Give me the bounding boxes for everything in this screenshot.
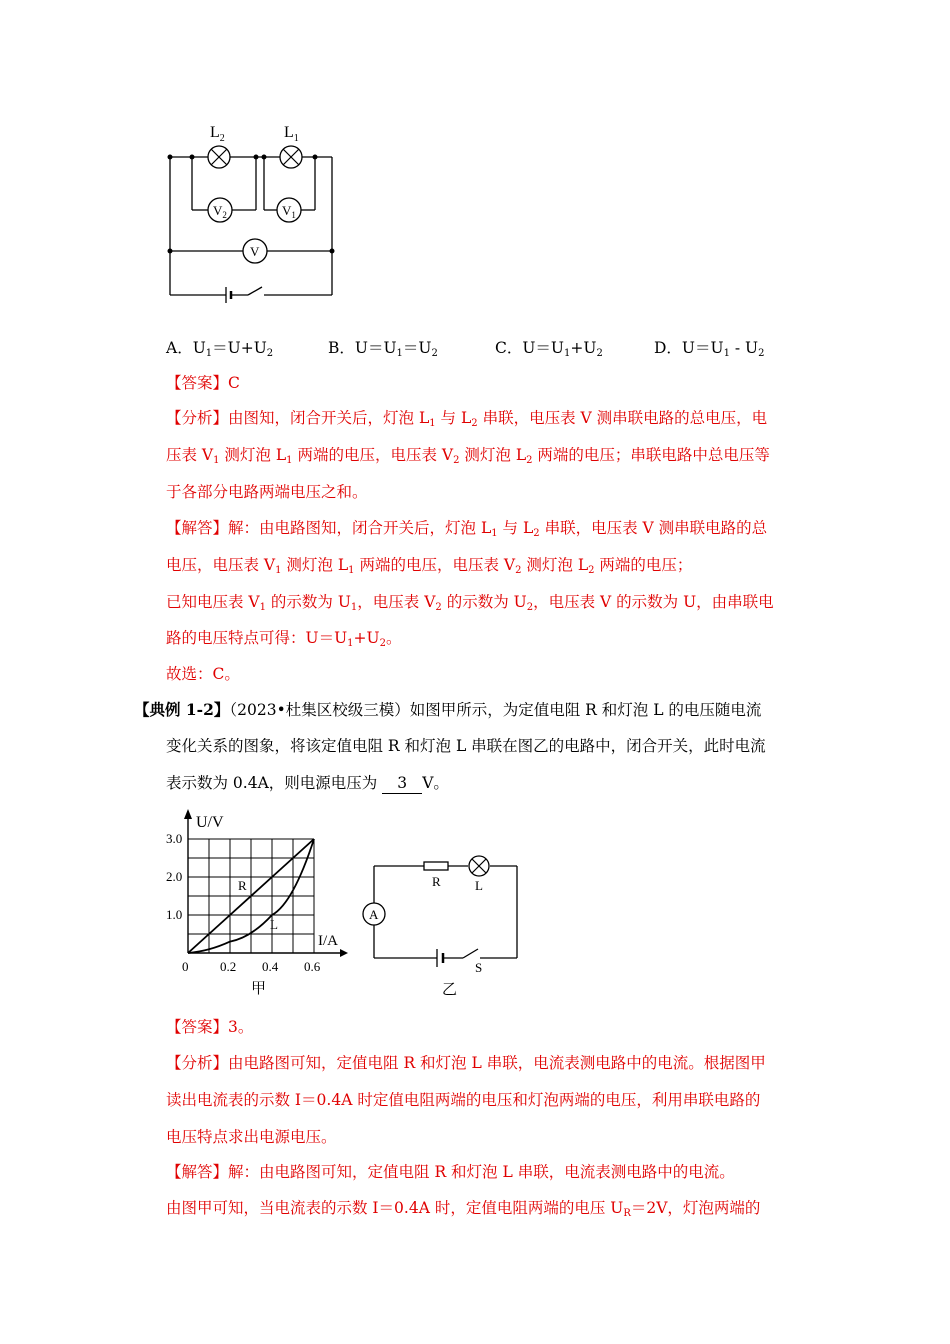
y-tick-label: 3.0 xyxy=(166,831,183,846)
circuit2-label-l: L xyxy=(475,878,483,893)
q2-solution-line1: 【解答】解：由电路图可知，定值电阻 R 和灯泡 L 串联，电流表测电路中的电流。 xyxy=(166,1163,735,1181)
q1-analysis-line3: 于各部分电路两端电压之和。 xyxy=(166,483,368,501)
svg-text:V: V xyxy=(250,244,260,259)
q1-analysis-line2: 压表 $V_1$ 测灯泡 $L_1$ 两端的电压，电压表 $V_2$ 测灯泡 $L_2$ 两端的电压；串联电路中总电压等 xyxy=(166,446,770,466)
u-i-graph xyxy=(160,805,355,1000)
lamp-l-symbol xyxy=(469,856,489,876)
q2-solution-line2: 由图甲可知，当电流表的示数 I＝0.4A 时，定值电阻两端的电压 $U_R=2V$，灯泡两端的 xyxy=(166,1199,761,1219)
option-c: C．$U=U_1+U_2$ xyxy=(495,339,603,359)
x-tick-label: 0.2 xyxy=(220,959,237,974)
lamp-l2-symbol xyxy=(208,146,230,168)
x-tick-label: 0.4 xyxy=(262,959,279,974)
svg-text:A: A xyxy=(369,907,379,922)
q1-choice: 故选：C。 xyxy=(166,665,240,683)
q2-tag: 【典例 1-2】 xyxy=(134,700,230,719)
q1-solution-line2: 电压，电压表 $V_1$ 测灯泡 $L_1$ 两端的电压，电压表 $V_2$ 测灯泡 $L_2$ 两端的电压； xyxy=(166,556,693,576)
graph-caption: 甲 xyxy=(251,981,267,997)
q1-solution-line4: 路的电压特点可得：$U=U_1+U_2$。 xyxy=(166,629,402,649)
circuit2-label-s: S xyxy=(475,960,483,975)
resistor-r xyxy=(424,862,448,870)
svg-text:V2: $V_2$ xyxy=(213,203,227,220)
q2-analysis-line2: 读出电流表的示数 I＝0.4A 时定值电阻两端的电压和灯泡两端的电压，利用串联电路的 xyxy=(166,1091,761,1109)
q2-stem-line1: 【典例 1-2】（2023•杜集区校级三模）如图甲所示，为定值电阻 R 和灯泡 L 的电压随电流 xyxy=(134,700,762,719)
q2-answer: 【答案】3。 xyxy=(166,1018,254,1036)
y-tick-label: 1.0 xyxy=(166,907,183,922)
graph-label-r: R xyxy=(238,878,247,893)
graph-label-l: L xyxy=(270,917,278,932)
q1-analysis-line1: 【分析】由图知，闭合开关后，灯泡 $L_1$ 与 $L_2$ 串联，电压表 V 测串联电路的总电压，电 xyxy=(166,409,768,429)
lamp-l1-label: $L_1$ xyxy=(284,124,299,144)
q1-solution-line3: 已知电压表 $V_1$ 的示数为 $U_1$，电压表 $V_2$ 的示数为 $U_2$，电压表 V 的示数为 U，由串联电 xyxy=(166,593,774,613)
lamp-l2-label: $L_2$ xyxy=(210,124,225,144)
circuit-diagram-1 xyxy=(160,115,345,305)
x-tick-label: 0.6 xyxy=(304,959,321,974)
option-a: A．$U_1=U+U_2$ xyxy=(166,339,274,359)
answer-blank: 3 xyxy=(382,773,422,794)
q1-answer: 【答案】C xyxy=(166,374,240,392)
q2-analysis-line1: 【分析】由电路图可知，定值电阻 R 和灯泡 L 串联，电流表测电路中的电流。根据图甲 xyxy=(166,1054,766,1072)
circuit-diagram-2 xyxy=(360,848,530,998)
option-b: B．$U=U_1=U_2$ xyxy=(328,339,438,359)
x-tick-label: 0 xyxy=(182,959,189,974)
q1-solution-line1: 【解答】解：由电路图知，闭合开关后，灯泡 $L_1$ 与 $L_2$ 串联，电压表 V 测串联电路的总 xyxy=(166,519,768,539)
q2-stem-line3: 表示数为 0.4A，则电源电压为 3 V。 xyxy=(166,774,449,792)
graph-ylabel: U/V xyxy=(196,814,224,831)
graph-xlabel: I/A xyxy=(318,933,338,949)
circuit2-label-r: R xyxy=(432,874,441,889)
lamp-l1-symbol xyxy=(280,146,302,168)
q2-analysis-line3: 电压特点求出电源电压。 xyxy=(166,1128,337,1146)
svg-text:V1: $V_1$ xyxy=(282,203,296,220)
q2-stem-line2: 变化关系的图象，将该定值电阻 R 和灯泡 L 串联在图乙的电路中，闭合开关，此时电流 xyxy=(166,737,766,755)
option-d: D．$U=U_1 - U_2$ xyxy=(654,339,765,359)
circuit2-caption: 乙 xyxy=(442,982,458,998)
y-tick-label: 2.0 xyxy=(166,869,183,884)
